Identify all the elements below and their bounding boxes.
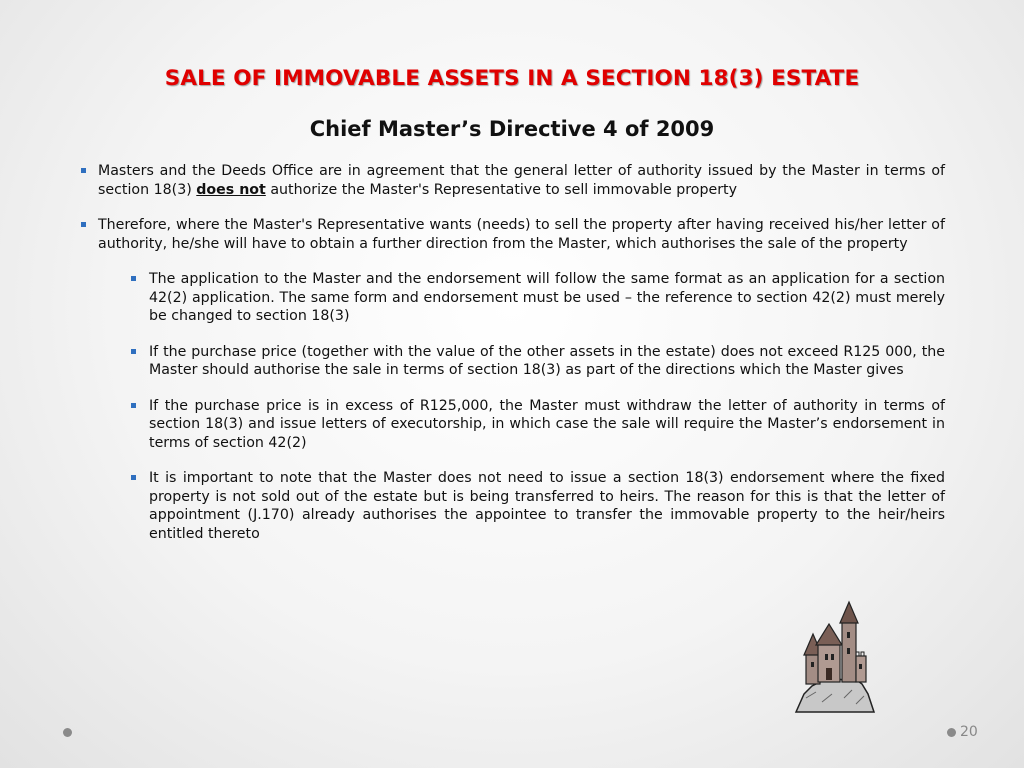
- bullet-item: [78, 216, 945, 253]
- sub-bullet-text: The application to the Master and the endorsement will follow the same format as an application for a section 42(2) application. The same form and endorsement must be used – the reference to section 42(2) must merely be changed to section 18(3): [149, 271, 945, 324]
- bullet-item: [78, 162, 945, 199]
- bullet-square-icon: [131, 403, 136, 408]
- sub-bullet-text: It is important to note that the Master does not need to issue a section 18(3) endorsement where the fixed property is not sold out of the estate but is being transferred to heirs. The reason for this is that the letter of appointment (J.170) already authorises the appointee to transfer the immovable property to the heir/heirs entitled thereto: [149, 470, 945, 542]
- bullet-square-icon: [131, 475, 136, 480]
- bullet-square-icon: [81, 222, 86, 227]
- castle-clipart-icon: [792, 598, 878, 716]
- sub-bullet-text: If the purchase price is in excess of R125,000, the Master must withdraw the letter of authority in terms of section 18(3) and issue letters of executorship, in which case the sale will require the Master’s endorsement in terms of section 42(2): [149, 397, 945, 451]
- slide-subtitle: Chief Master’s Directive 4 of 2009: [309, 117, 715, 141]
- bullet-text: Therefore, where the Master's Representative wants (needs) to sell the property after having received his/her letter of authority, he/she will have to obtain a further direction from the Master, which authorises the sale of the property: [98, 217, 945, 252]
- bullet-text-emphasis: does not: [196, 181, 266, 198]
- bullet-square-icon: [81, 168, 86, 173]
- bullet-square-icon: [131, 276, 136, 281]
- nav-dot-left-icon: [63, 728, 72, 737]
- sub-bullet-item: [78, 469, 945, 543]
- page-number: 20: [960, 724, 978, 740]
- slide-content: [78, 162, 945, 560]
- sub-bullet-item: [78, 397, 945, 453]
- bullet-square-icon: [131, 349, 136, 354]
- sub-bullet-item: [78, 270, 945, 326]
- bullet-text-after: authorize the Master's Representative to sell immovable property: [265, 181, 738, 198]
- bullet-text-before: Masters and the Deeds Office are in agreement that the general letter of authority issued by the Master in terms of section 18(3): [98, 163, 945, 198]
- slide-title: SALE OF IMMOVABLE ASSETS IN A SECTION 18(3) ESTATE: [164, 66, 860, 91]
- sub-bullet-item: [78, 343, 945, 380]
- sub-bullet-text: If the purchase price (together with the value of the other assets in the estate) does not exceed R125 000, the Master should authorise the sale in terms of section 18(3) as part of the directions which the Master gives: [149, 343, 945, 378]
- nav-dot-right-icon: [947, 728, 956, 737]
